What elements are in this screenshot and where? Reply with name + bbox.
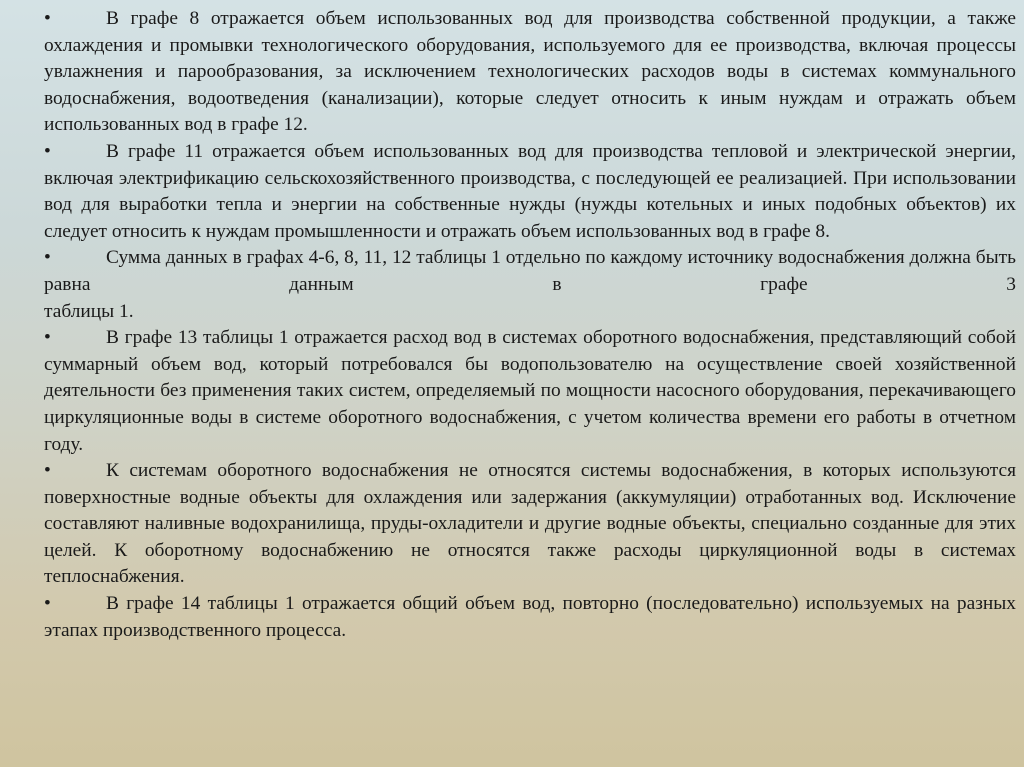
paragraph-text: Сумма данных в графах 4-6, 8, 11, 12 таблицы 1 отдельно по каждому источнику водоснабжения должна быть равна данным в графе 3 (44, 247, 1016, 295)
paragraph-grafa-13 (44, 325, 1016, 458)
bullet-icon: • (44, 593, 51, 615)
paragraph-grafa-8 (44, 6, 1016, 139)
bullet-icon: • (44, 140, 51, 162)
paragraph-summa-dannyh-tail: таблицы 1. (44, 300, 134, 322)
bullet-icon: • (44, 327, 51, 349)
paragraph-text: К системам оборотного водоснабжения не относятся системы водоснабжения, в которых используются поверхностные водные объекты для охлаждения или задержания (аккумуляции) отработанных вод. Исключение составляют наливные водохранилища, пруды-охладители и другие водные объекты, специально созданные для этих целей. К оборотному водоснабжению не относятся также расходы циркуляционной воды в системах теплоснабжения. (44, 460, 1016, 588)
slide-text-body (44, 6, 1016, 644)
paragraph-text: В графе 13 таблицы 1 отражается расход вод в системах оборотного водоснабжения, представляющий собой суммарный объем вод, который потребовался бы водопользователю на осуществление своей хозяйственной деятельности без применения таких систем, определяемый по мощности насосного оборудования, перекачивающего циркуляционные воды в системе оборотного водоснабжения, с учетом количества времени его работы в отчетном году. (44, 327, 1016, 455)
bullet-icon: • (44, 8, 51, 29)
paragraph-text: В графе 8 отражается объем использованных вод для производства собственной продукции, а также охлаждения и промывки технологического оборудования, используемого для ее производства, включая процессы увлажнения и парообразования, за исключением технологических расходов воды в системах коммунального водоснабжения, водоотведения (канализации), которые следует относить к иным нуждам и отражать объем использованных вод в графе 12. (44, 8, 1016, 136)
bullet-icon: • (44, 460, 51, 482)
paragraph-summa-dannyh (44, 245, 1016, 298)
paragraph-text: В графе 11 отражается объем использованных вод для производства тепловой и электрической энергии, включая электрификацию сельскохозяйственного производства, с последующей ее реализацией. При использовании вод для выработки тепла и энергии на собственные нужды (нужды котельных и иных подобных объектов) их следует относить к нуждам промышленности и отражать объем использованных вод в графе 8. (44, 140, 1016, 242)
bullet-icon: • (44, 247, 51, 269)
paragraph-grafa-11 (44, 139, 1016, 245)
paragraph-text: В графе 14 таблицы 1 отражается общий объем вод, повторно (последовательно) используемых на разных этапах производственного процесса. (44, 593, 1016, 641)
paragraph-grafa-14 (44, 591, 1016, 644)
paragraph-oborotnoe-vodosnabzhenie (44, 458, 1016, 591)
